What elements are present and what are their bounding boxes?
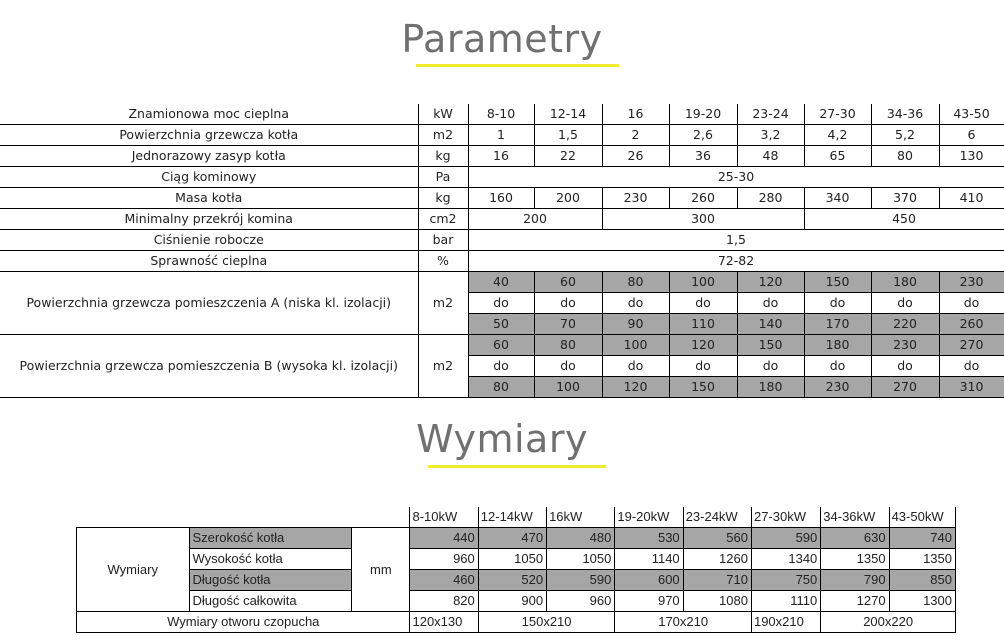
value-cell: 4,2 [804, 125, 871, 146]
dims-value-cell: 590 [751, 528, 820, 549]
dims-value-cell: 1270 [821, 591, 889, 612]
value-cell: 280 [737, 188, 804, 209]
value-cell: 160 [468, 188, 534, 209]
range-to-cell: 220 [871, 314, 939, 335]
range-from-cell: 270 [939, 335, 1004, 356]
value-cell: 1 [468, 125, 534, 146]
dims-column-header: 12-14kW [478, 507, 546, 528]
value-cell: 16 [468, 146, 534, 167]
dims-value-cell: 820 [410, 591, 478, 612]
dims-value-cell: 600 [615, 570, 683, 591]
range-from-cell: 150 [804, 272, 871, 293]
dims-value-cell: 530 [615, 528, 683, 549]
range-separator-cell: do [737, 293, 804, 314]
dims-row [77, 549, 956, 570]
unit-cell: Pa [418, 167, 468, 188]
dims-value-cell: 1260 [683, 549, 751, 570]
dims-value-cell: 960 [410, 549, 478, 570]
range-from-cell: 100 [602, 335, 669, 356]
dims-value-cell: 850 [889, 570, 955, 591]
row-fuel-load [0, 146, 1004, 167]
row-nominal-power [0, 104, 1004, 125]
unit-cell: kg [418, 188, 468, 209]
range-from-cell: 180 [804, 335, 871, 356]
dims-column-header: 43-50kW [889, 507, 955, 528]
unit-cell: bar [418, 230, 468, 251]
parameters-table [0, 104, 1004, 398]
value-cell: 6 [939, 125, 1004, 146]
value-cell: 130 [939, 146, 1004, 167]
dims-row [77, 591, 956, 612]
dims-value-cell: 750 [751, 570, 820, 591]
dims-value-cell: 1050 [547, 549, 615, 570]
value-cell: 36 [669, 146, 737, 167]
value-cell: 65 [804, 146, 871, 167]
dims-value-cell: 1300 [889, 591, 955, 612]
value-cell: 72-82 [468, 251, 1004, 272]
dims-value-cell: 590 [547, 570, 615, 591]
row-chimney-section [0, 209, 1004, 230]
dims-value-cell: 480 [547, 528, 615, 549]
dims-value-cell: 1080 [683, 591, 751, 612]
blank-cell [352, 507, 410, 528]
value-cell: 450 [804, 209, 1004, 230]
power-range-header: 27-30 [804, 104, 871, 125]
range-to-cell: 230 [804, 377, 871, 398]
row-efficiency [0, 251, 1004, 272]
dims-value-cell: 1140 [615, 549, 683, 570]
power-range-header: 23-24 [737, 104, 804, 125]
flue-value-cell: 200x220 [821, 612, 956, 633]
dims-row [77, 570, 956, 591]
range-separator-cell: do [939, 293, 1004, 314]
range-to-cell: 270 [871, 377, 939, 398]
value-cell: 22 [534, 146, 602, 167]
dims-value-cell: 460 [410, 570, 478, 591]
value-cell: 1,5 [534, 125, 602, 146]
value-cell: 260 [669, 188, 737, 209]
row-boiler-mass [0, 188, 1004, 209]
range-to-cell: 170 [804, 314, 871, 335]
range-from-cell: 80 [534, 335, 602, 356]
range-separator-cell: do [939, 356, 1004, 377]
dims-value-cell: 790 [821, 570, 889, 591]
dimensions-table [76, 507, 956, 633]
power-range-header: 19-20 [669, 104, 737, 125]
value-cell: 3,2 [737, 125, 804, 146]
dims-flue-row [77, 612, 956, 633]
row-chimney-draft [0, 167, 1004, 188]
power-range-header: 16 [602, 104, 669, 125]
dims-header-row [77, 507, 956, 528]
dims-title-underline [428, 465, 606, 468]
range-to-cell: 150 [669, 377, 737, 398]
unit-cell: cm2 [418, 209, 468, 230]
dims-value-cell: 1050 [478, 549, 546, 570]
dims-row [77, 528, 956, 549]
row-label: Powierzchnia grzewcza pomieszczenia B (wysoka kl. izolacji) [0, 335, 418, 398]
value-cell: 200 [468, 209, 602, 230]
dims-column-header: 8-10kW [410, 507, 478, 528]
value-cell: 26 [602, 146, 669, 167]
flue-value-cell: 170x210 [615, 612, 752, 633]
value-cell: 2,6 [669, 125, 737, 146]
unit-cell: kg [418, 146, 468, 167]
range-separator-cell: do [534, 356, 602, 377]
dims-row-label: Wysokość kotła [189, 549, 352, 570]
range-from-cell: 100 [669, 272, 737, 293]
range-to-cell: 50 [468, 314, 534, 335]
row-working-pressure [0, 230, 1004, 251]
unit-cell: m2 [418, 272, 468, 335]
range-to-cell: 260 [939, 314, 1004, 335]
range-from-cell: 230 [939, 272, 1004, 293]
dims-column-header: 27-30kW [751, 507, 820, 528]
dims-value-cell: 560 [683, 528, 751, 549]
dims-value-cell: 1350 [821, 549, 889, 570]
dims-value-cell: 1340 [751, 549, 820, 570]
row-room-a-from [0, 272, 1004, 293]
dims-value-cell: 960 [547, 591, 615, 612]
range-separator-cell: do [804, 356, 871, 377]
value-cell: 2 [602, 125, 669, 146]
range-to-cell: 110 [669, 314, 737, 335]
row-label: Powierzchnia grzewcza kotła [0, 125, 418, 146]
range-separator-cell: do [737, 356, 804, 377]
row-label: Masa kotła [0, 188, 418, 209]
range-to-cell: 310 [939, 377, 1004, 398]
value-cell: 340 [804, 188, 871, 209]
power-range-header: 34-36 [871, 104, 939, 125]
range-to-cell: 100 [534, 377, 602, 398]
unit-cell: % [418, 251, 468, 272]
dims-value-cell: 520 [478, 570, 546, 591]
range-separator-cell: do [871, 356, 939, 377]
unit-cell: kW [418, 104, 468, 125]
power-range-header: 12-14 [534, 104, 602, 125]
range-to-cell: 180 [737, 377, 804, 398]
row-label: Jednorazowy zasyp kotła [0, 146, 418, 167]
range-from-cell: 150 [737, 335, 804, 356]
row-room-b-from [0, 335, 1004, 356]
range-from-cell: 40 [468, 272, 534, 293]
range-separator-cell: do [669, 356, 737, 377]
range-separator-cell: do [534, 293, 602, 314]
range-separator-cell: do [602, 293, 669, 314]
row-heating-surface [0, 125, 1004, 146]
value-cell: 410 [939, 188, 1004, 209]
row-label: Sprawność cieplna [0, 251, 418, 272]
range-to-cell: 70 [534, 314, 602, 335]
dims-group-label: Wymiary [77, 528, 190, 612]
range-from-cell: 60 [534, 272, 602, 293]
range-to-cell: 120 [602, 377, 669, 398]
range-to-cell: 90 [602, 314, 669, 335]
blank-cell [189, 507, 352, 528]
range-separator-cell: do [871, 293, 939, 314]
dims-column-header: 19-20kW [615, 507, 683, 528]
dims-row-label: Szerokość kotła [189, 528, 352, 549]
range-separator-cell: do [602, 356, 669, 377]
value-cell: 80 [871, 146, 939, 167]
flue-value-cell: 190x210 [751, 612, 820, 633]
value-cell: 1,5 [468, 230, 1004, 251]
value-cell: 5,2 [871, 125, 939, 146]
power-range-header: 43-50 [939, 104, 1004, 125]
dims-row-label: Długość kotła [189, 570, 352, 591]
range-separator-cell: do [468, 293, 534, 314]
flue-value-cell: 120x130 [410, 612, 478, 633]
value-cell: 25-30 [468, 167, 1004, 188]
flue-value-cell: 150x210 [478, 612, 615, 633]
range-from-cell: 80 [602, 272, 669, 293]
dims-value-cell: 740 [889, 528, 955, 549]
dims-title: Wymiary [416, 417, 588, 461]
range-separator-cell: do [468, 356, 534, 377]
dims-value-cell: 440 [410, 528, 478, 549]
row-label: Znamionowa moc cieplna [0, 104, 418, 125]
range-separator-cell: do [804, 293, 871, 314]
dims-value-cell: 1110 [751, 591, 820, 612]
power-range-header: 8-10 [468, 104, 534, 125]
unit-cell: m2 [418, 125, 468, 146]
dims-column-header: 34-36kW [821, 507, 889, 528]
value-cell: 230 [602, 188, 669, 209]
dims-value-cell: 1350 [889, 549, 955, 570]
dims-column-header: 16kW [547, 507, 615, 528]
range-from-cell: 230 [871, 335, 939, 356]
dims-value-cell: 630 [821, 528, 889, 549]
dims-value-cell: 470 [478, 528, 546, 549]
blank-cell [77, 507, 190, 528]
unit-cell: m2 [418, 335, 468, 398]
dims-value-cell: 710 [683, 570, 751, 591]
dims-unit: mm [352, 528, 410, 612]
range-from-cell: 120 [737, 272, 804, 293]
value-cell: 200 [534, 188, 602, 209]
flue-label: Wymiary otworu czopucha [77, 612, 410, 633]
row-label: Powierzchnia grzewcza pomieszczenia A (niska kl. izolacji) [0, 272, 418, 335]
row-label: Ciąg kominowy [0, 167, 418, 188]
dims-value-cell: 970 [615, 591, 683, 612]
row-label: Minimalny przekrój komina [0, 209, 418, 230]
value-cell: 48 [737, 146, 804, 167]
range-to-cell: 140 [737, 314, 804, 335]
range-to-cell: 80 [468, 377, 534, 398]
value-cell: 370 [871, 188, 939, 209]
range-separator-cell: do [669, 293, 737, 314]
range-from-cell: 120 [669, 335, 737, 356]
value-cell: 300 [602, 209, 804, 230]
dims-value-cell: 900 [478, 591, 546, 612]
row-label: Ciśnienie robocze [0, 230, 418, 251]
dims-column-header: 23-24kW [683, 507, 751, 528]
range-from-cell: 60 [468, 335, 534, 356]
range-from-cell: 180 [871, 272, 939, 293]
params-title-underline [416, 64, 619, 67]
params-title: Parametry [401, 17, 603, 61]
dims-row-label: Długość całkowita [189, 591, 352, 612]
